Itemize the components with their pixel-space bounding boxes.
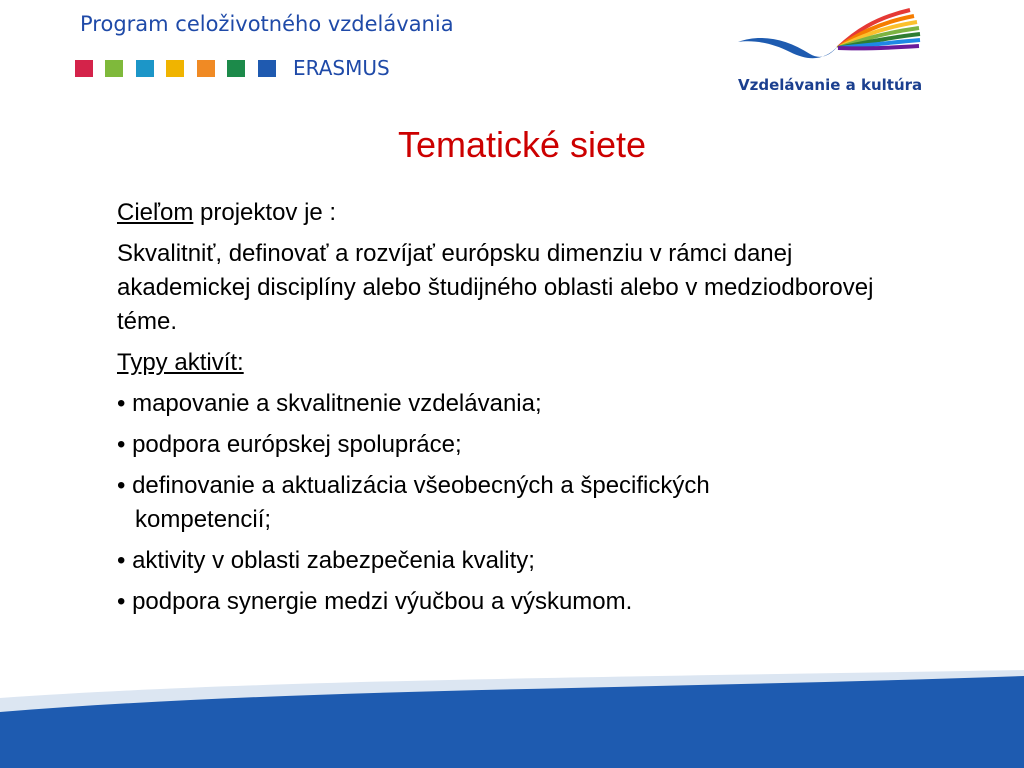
bullet-item: • definovanie a aktualizácia všeobecných a špecifických: [117, 472, 710, 499]
bullet-item: • mapovanie a skvalitnenie vzdelávania;: [117, 390, 542, 417]
bullet-item: • aktivity v oblasti zabezpečenia kvality;: [117, 547, 535, 574]
goal-line: [117, 196, 917, 230]
goal-rest: projektov je :: [193, 199, 337, 226]
activities-label: Typy aktivít:: [117, 349, 244, 376]
logo-text: Vzdelávanie a kultúra: [738, 76, 923, 94]
bullet-item: • podpora synergie medzi výučbou a výskumom.: [117, 588, 633, 615]
goal-text: Skvalitniť, definovať a rozvíjať európsku dimenziu v rámci danej akademickej disciplíny alebo študijného oblasti alebo v medziodborovej téme.: [117, 240, 874, 335]
goal-label: Cieľom: [117, 199, 194, 226]
square-5: [197, 60, 215, 77]
square-7: [258, 60, 276, 77]
square-3: [136, 60, 154, 77]
square-4: [166, 60, 184, 77]
slide-content: [117, 196, 917, 626]
square-1: [75, 60, 93, 77]
square-2: [105, 60, 123, 77]
erasmus-label: ERASMUS: [293, 56, 390, 80]
slide-title: Tematické siete: [397, 124, 647, 165]
logo-swoosh: [738, 38, 838, 58]
bullet-item: • podpora európskej spolupráce;: [117, 431, 462, 458]
square-6: [227, 60, 245, 77]
bullet-item-continued: kompetencií;: [135, 506, 272, 533]
logo-wing: [838, 10, 920, 48]
bottom-wave: [0, 660, 1024, 768]
program-title: Program celoživotného vzdelávania: [80, 12, 454, 36]
